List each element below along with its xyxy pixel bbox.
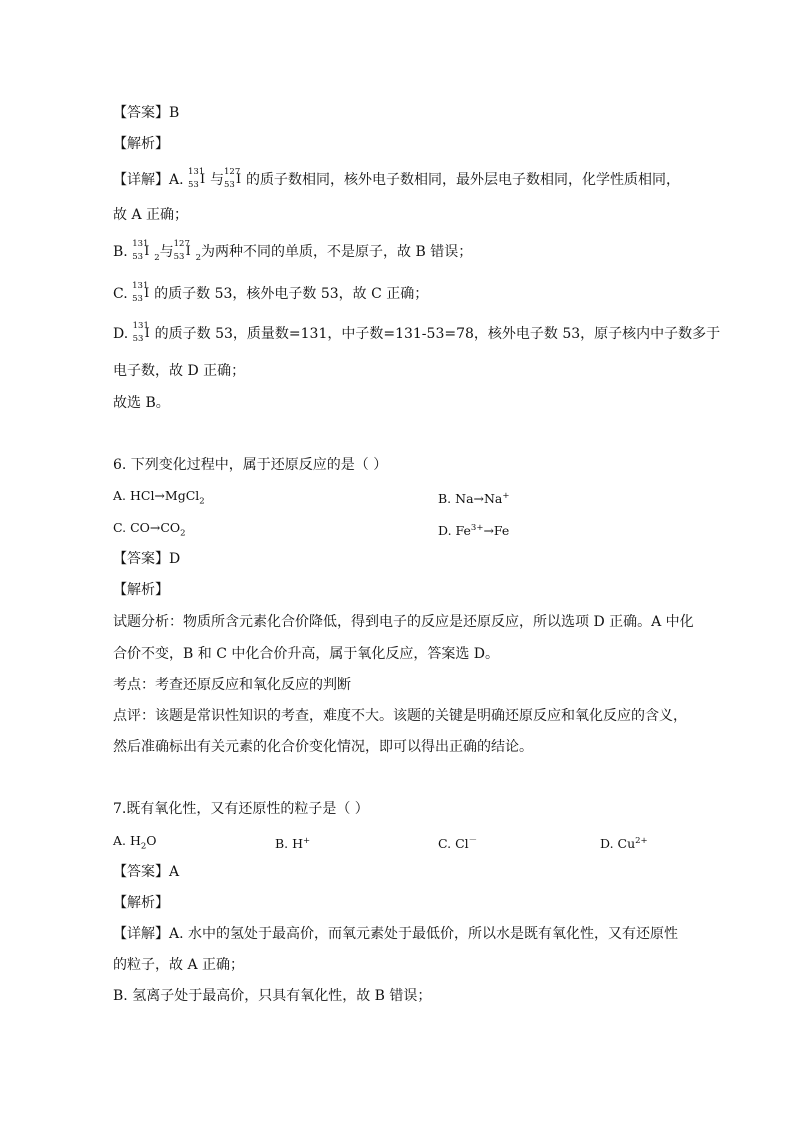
q5-option-d-line-2: 电子数，故 D 正确；: [113, 363, 246, 379]
q7-option-c: C. Cl－: [438, 836, 478, 852]
isotope-i131: 131 53 I: [132, 281, 150, 304]
q6-analysis-heading: 【解析】: [113, 582, 169, 598]
q6-dianping-line-2: 然后准确标出有关元素的化合价变化情况，即可以得出正确的结论。: [113, 739, 533, 755]
isotope-i131: 131 53 I: [132, 321, 150, 344]
q7-option-b-explanation: B. 氢离子处于最高价，只具有氧化性，故 B 错误；: [113, 988, 432, 1004]
q7-answer: 【答案】A: [113, 864, 180, 880]
q7-option-a: A. $H_2O$: [113, 833, 157, 852]
isotope-i131: 131 53 I: [188, 167, 206, 190]
q6-option-a: A. HCl→MgCl$_2$: [113, 488, 205, 507]
q7-option-d: D. $Cu^{2+}$: [600, 836, 648, 852]
q7-question: 7.既有氧化性，又有还原性的粒子是（ ）: [113, 801, 369, 817]
q5-detail-line-2: 故 A 正确；: [113, 207, 189, 223]
q5-option-b-explanation: B. 131 53 I $_2$与 127 53 I $_2$为两种不同的单质，不是原子，故 B 错误；: [113, 239, 473, 263]
q7-detail-line-1: 【详解】A. 水中的氢处于最高价，而氧元素处于最低价，所以水是既有氧化性，又有还原性: [113, 926, 679, 942]
isotope-i127: 127 53 I: [224, 167, 242, 190]
q5-option-c-explanation: C. 131 53 I 的质子数 53，核外电子数 53，故 C 正确；: [113, 281, 429, 304]
q6-option-d: D. $Fe^{3+}\to Fe$: [438, 523, 510, 539]
q5-analysis-heading: 【解析】: [113, 136, 169, 152]
q6-dianping-line-1: 点评：该题是常识性知识的考查，难度不大。该题的关键是明确还原反应和氧化反应的含义，: [113, 708, 687, 724]
q7-analysis-heading: 【解析】: [113, 895, 169, 911]
q6-question: 6. 下列变化过程中，属于还原反应的是（ ）: [113, 457, 388, 473]
q7-option-b: B. H+: [275, 836, 311, 852]
q5-answer: 【答案】B: [113, 105, 180, 121]
q6-kaodian: 考点：考查还原反应和氧化反应的判断: [113, 677, 351, 693]
q6-option-c: C. $CO\to CO_2$: [113, 520, 186, 539]
isotope-i127: 127 53 I: [173, 239, 191, 262]
q6-answer: 【答案】D: [113, 551, 181, 567]
q5-detail-line-1: 【详解】A. 131 53 I 与 127 53 I 的质子数相同，核外电子数相同，最外层电子数相同，化学性质相同，: [113, 167, 681, 190]
isotope-i131: 131 53 I: [132, 239, 150, 262]
q7-detail-line-2: 的粒子，故 A 正确；: [113, 957, 245, 973]
q6-analysis-line-2: 合价不变，B 和 C 中化合价升高，属于氧化反应，答案选 D。: [113, 646, 500, 662]
q6-option-b: B. Na→Na+: [438, 491, 510, 507]
q5-detail-prefix: 【详解】A.: [113, 172, 189, 188]
q5-conclusion: 故选 B。: [113, 395, 170, 411]
q5-option-d-explanation: D. 131 53 I 的质子数 53，质量数=131，中子数=131-53=78，核外电子数 53，原子核内中子数多于: [113, 321, 721, 344]
q6-analysis-line-1: 试题分析：物质所含元素化合价降低，得到电子的反应是还原反应，所以选项 D 正确。A 中化: [113, 614, 694, 630]
